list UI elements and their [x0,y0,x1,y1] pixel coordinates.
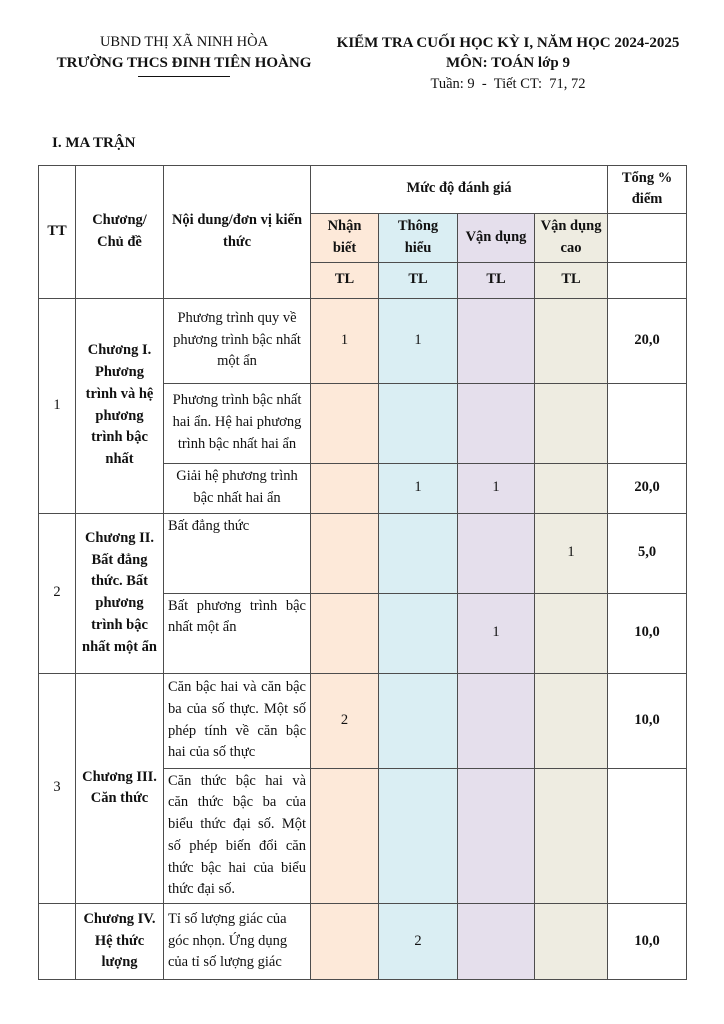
header-cell-levels-group: Mức độ đánh giá [311,165,608,214]
cell-level-van-dung [458,904,535,980]
header-cell-level-thong-hieu: Thông hiểu [379,214,458,263]
cell-content: Giải hệ phương trình bậc nhất hai ẩn [164,463,311,513]
section-title: I. MA TRẬN [52,134,136,151]
organization-block [38,33,330,95]
header-divider-rule [138,75,230,77]
cell-content: Căn thức bậc hai và căn thức bậc ba của biểu thức đại số. Một số phép biến đổi căn thức bậc hai của biểu thức đại số. [164,768,311,904]
cell-level-van-dung: 1 [458,463,535,513]
table-row [39,298,687,383]
header-cell-total-spacer-2 [608,262,687,298]
cell-level-nhan-biet: 2 [311,673,379,768]
cell-total: 5,0 [608,513,687,593]
cell-level-nhan-biet: 1 [311,298,379,383]
cell-level-thong-hieu: 2 [379,904,458,980]
header-cell-total: Tổng % điểm [608,165,687,214]
cell-chapter: Chương I. Phương trình và hệ phương trình bậc nhất [76,298,164,513]
cell-tt: 2 [39,513,76,673]
header-cell-total-spacer-1 [608,214,687,263]
cell-chapter: Chương III. Căn thức [76,673,164,904]
table-header-row-1 [39,165,687,214]
cell-level-van-dung [458,513,535,593]
cell-total [608,768,687,904]
table-row [39,904,687,980]
cell-total: 10,0 [608,673,687,768]
cell-level-van-dung-cao [535,463,608,513]
exam-subject: MÔN: TOÁN lớp 9 [445,55,570,72]
header-cell-chapter: Chương/ Chủ đề [76,165,164,298]
cell-level-van-dung: 1 [458,593,535,673]
cell-level-van-dung [458,298,535,383]
cell-level-thong-hieu [379,513,458,593]
cell-level-thong-hieu [379,383,458,463]
cell-level-van-dung-cao [535,383,608,463]
cell-chapter: Chương II. Bất đẳng thức. Bất phương trình bậc nhất một ẩn [76,513,164,673]
table-row [39,513,687,593]
cell-level-thong-hieu [379,673,458,768]
cell-content: Tỉ số lượng giác của góc nhọn. Ứng dụng của tỉ số lượng giác [164,904,311,980]
header-cell-content: Nội dung/đơn vị kiến thức [164,165,311,298]
cell-total: 20,0 [608,463,687,513]
header-cell-sub-tl-3: TL [458,262,535,298]
cell-content: Bất đẳng thức [164,513,311,593]
exam-title-block [330,33,686,95]
cell-level-nhan-biet [311,513,379,593]
cell-level-thong-hieu [379,768,458,904]
matrix-table [38,165,687,981]
cell-level-nhan-biet [311,463,379,513]
header-cell-sub-tl-4: TL [535,262,608,298]
cell-tt [39,904,76,980]
cell-level-van-dung [458,383,535,463]
cell-level-van-dung-cao [535,768,608,904]
cell-total: 10,0 [608,593,687,673]
cell-level-nhan-biet [311,904,379,980]
cell-level-van-dung-cao [535,593,608,673]
cell-level-van-dung-cao [535,298,608,383]
cell-level-thong-hieu: 1 [379,298,458,383]
organization-name: UBND THỊ XÃ NINH HÒA [99,34,269,50]
cell-content: Phương trình quy về phương trình bậc nhất một ẩn [164,298,311,383]
cell-tt: 1 [39,298,76,513]
cell-level-nhan-biet [311,383,379,463]
cell-level-van-dung-cao: 1 [535,513,608,593]
cell-content: Bất phương trình bậc nhất một ẩn [164,593,311,673]
cell-level-nhan-biet [311,768,379,904]
cell-total: 20,0 [608,298,687,383]
header-cell-sub-tl-1: TL [311,262,379,298]
cell-level-van-dung-cao [535,673,608,768]
cell-chapter: Chương IV. Hệ thức lượng [76,904,164,980]
cell-level-thong-hieu: 1 [379,463,458,513]
cell-tt: 3 [39,673,76,904]
school-name: TRƯỜNG THCS ĐINH TIÊN HOÀNG [56,54,312,71]
header-cell-level-nhan-biet: Nhận biết [311,214,379,263]
cell-level-nhan-biet [311,593,379,673]
exam-week-period: Tuần: 9 - Tiết CT: 71, 72 [430,75,586,92]
cell-total: 10,0 [608,904,687,980]
header-cell-level-van-dung-cao: Vận dụng cao [535,214,608,263]
header-cell-level-van-dung: Vận dụng [458,214,535,263]
cell-level-van-dung [458,768,535,904]
table-row [39,673,687,768]
cell-level-van-dung-cao [535,904,608,980]
cell-level-van-dung [458,673,535,768]
cell-content: Căn bậc hai và căn bậc ba của số thực. Một số phép tính về căn bậc hai của số thực [164,673,311,768]
header-cell-sub-tl-2: TL [379,262,458,298]
header-cell-tt: TT [39,165,76,298]
cell-level-thong-hieu [379,593,458,673]
exam-title: KIỂM TRA CUỐI HỌC KỲ I, NĂM HỌC 2024-2025 [336,35,680,51]
cell-total [608,383,687,463]
cell-content: Phương trình bậc nhất hai ẩn. Hệ hai phương trình bậc nhất hai ẩn [164,383,311,463]
document-header [0,0,724,95]
